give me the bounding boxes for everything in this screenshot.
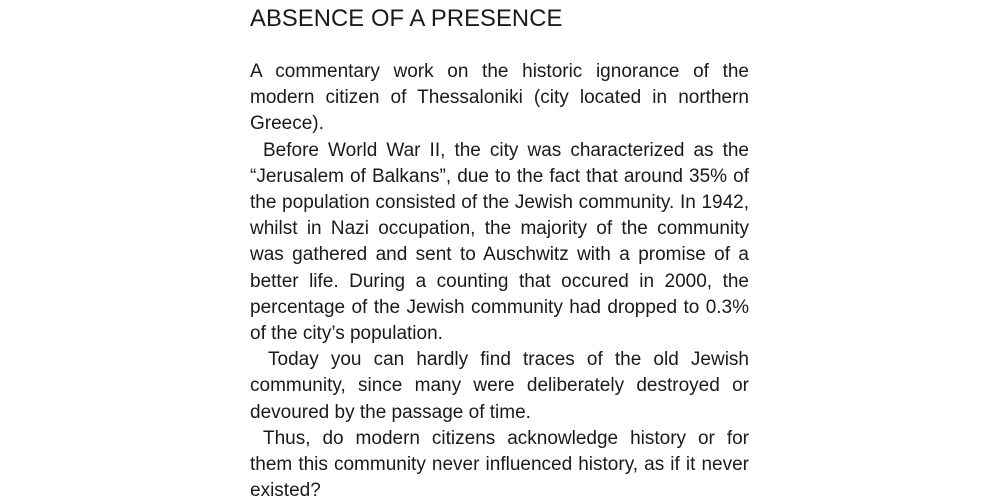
document-body [250, 59, 749, 504]
paragraph-question: Thus, do modern citizens acknowledge history or for them this community never influenced history, as if it never existed? [250, 427, 749, 502]
paragraph-intro: A commentary work on the historic ignorance of the modern citizen of Thessaloniki (city located in northern Greece). [250, 61, 749, 135]
document [250, 0, 749, 502]
paragraph-history: Before World War II, the city was characterized as the “Jerusalem of Balkans”, due to the fact that around 35% of the population consisted of the Jewish community. In 1942, whilst in Nazi occupation, the majority of the community was gathered and sent to Auschwitz with a promise of a better life. During a counting that occured in 2000, the percentage of the Jewish community had dropped to 0.3% of the city’s population. [250, 139, 749, 345]
document-title: ABSENCE OF A PRESENCE [250, 5, 563, 32]
paragraph-traces: Today you can hardly find traces of the old Jewish community, since many were deliberately destroyed or devoured by the passage of time. [250, 349, 749, 423]
